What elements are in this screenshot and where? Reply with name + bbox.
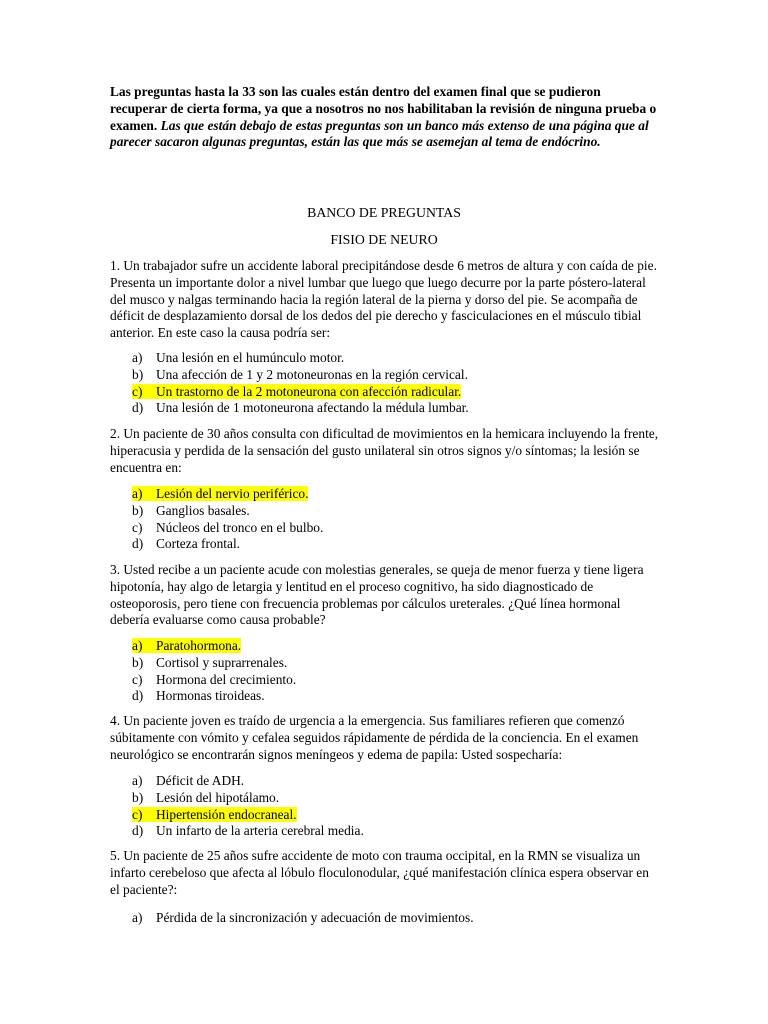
option-4c — [132, 807, 364, 824]
options-list-3 — [132, 638, 296, 705]
option-4d: d) Un infarto de la arteria cerebral media. — [132, 823, 364, 839]
question-2: 2. Un paciente de 30 años consulta con dificultad de movimientos en la hemicara incluyendo la frente, hiperacusia y perdida de la sensación del gusto unilateral sin otros signos y/o síntomas; la lesión se encuentra en: — [110, 426, 659, 475]
highlighted-answer: c) Hipertensión endocraneal. — [132, 806, 297, 822]
options-list-2 — [132, 486, 323, 553]
highlighted-answer: c) Un trastorno de la 2 motoneurona con afección radicular. — [132, 383, 462, 399]
question-5: 5. Un paciente de 25 años sufre accidente de moto con trauma occipital, en la RMN se visualiza un infarto cerebeloso que afecta al lóbulo floculonodular, ¿qué manifestación clínica espera observar en el paciente?: — [110, 848, 649, 897]
highlighted-answer: a) Paratohormona. — [132, 638, 242, 653]
options-list-4 — [132, 773, 364, 840]
options-list-1 — [132, 350, 469, 417]
question-3: 3. Usted recibe a un paciente acude con molestias generales, se queja de menor fuerza y tiene ligera hipotonía, hay algo de letargia y lentitud en el proceso cognitivo, ha sido diagnosticado de osteoporosis, pero tiene con frecuencia problemas por cálculos ureterales. ¿Qué línea hormonal debería evaluarse como causa probable? — [110, 562, 644, 628]
option-1b: b) Una afección de 1 y 2 motoneuronas en la región cervical. — [132, 366, 468, 382]
option-4b: b) Lesión del hipotálamo. — [132, 789, 280, 805]
option-5a: a) Pérdida de la sincronización y adecuación de movimientos. — [132, 910, 474, 925]
bank-heading: BANCO DE PREGUNTAS — [307, 205, 461, 220]
option-4a: a) Déficit de ADH. — [132, 773, 245, 788]
question-4: 4. Un paciente joven es traído de urgencia a la emergencia. Sus familiares refieren que comenzó súbitamente con vómito y cefalea seguidos rápidamente de pérdida de la conciencia. En el examen neurológico se encontrarán signos meníngeos y edema de papila: Usted sospecharía: — [110, 713, 639, 762]
option-3d: d) Hormonas tiroideas. — [132, 688, 265, 704]
option-2a — [132, 486, 323, 503]
section-heading: FISIO DE NEURO — [330, 232, 438, 247]
option-2c: c) Núcleos del tronco en el bulbo. — [132, 519, 324, 535]
option-2d: d) Corteza frontal. — [132, 536, 241, 552]
option-1c — [132, 384, 469, 401]
intro-bold-text: Las preguntas hasta la 33 son las cuales están dentro del examen final que se pudieron recuperar de cierta forma, ya que a nosotros no nos habilitaban la revisión de ninguna prueba o examen. — [110, 84, 657, 133]
option-3a — [132, 638, 296, 655]
question-1: 1. Un trabajador sufre un accidente laboral precipitándose desde 6 metros de altura y con caída de pie. Presenta un importante dolor a nivel lumbar que luego que luego decurre por la parte póstero-lateral del musco y nalgas terminando hacia la región lateral de la pierna y dorso del pie. Se acompaña de déficit de desplazamiento dorsal de los dedos del pie derecho y fasciculaciones en el músculo tibial anterior. En este caso la causa podría ser: — [110, 258, 657, 341]
highlighted-answer: a) Lesión del nervio periférico. — [132, 486, 309, 501]
option-2b: b) Ganglios basales. — [132, 502, 250, 518]
option-1d: d) Una lesión de 1 motoneurona afectando la médula lumbar. — [132, 400, 469, 416]
options-list-5 — [132, 910, 474, 927]
option-3c: c) Hormona del crecimiento. — [132, 671, 297, 687]
option-3b: b) Cortisol y suprarrenales. — [132, 654, 288, 670]
option-1a: a) Una lesión en el humúnculo motor. — [132, 350, 345, 365]
intro-italic-text: Las que están debajo de estas preguntas son un banco más extenso de una página que al parecer sacaron algunas preguntas, están las que más se asemejan al tema de endócrino. — [110, 117, 649, 150]
intro-paragraph — [110, 84, 658, 151]
